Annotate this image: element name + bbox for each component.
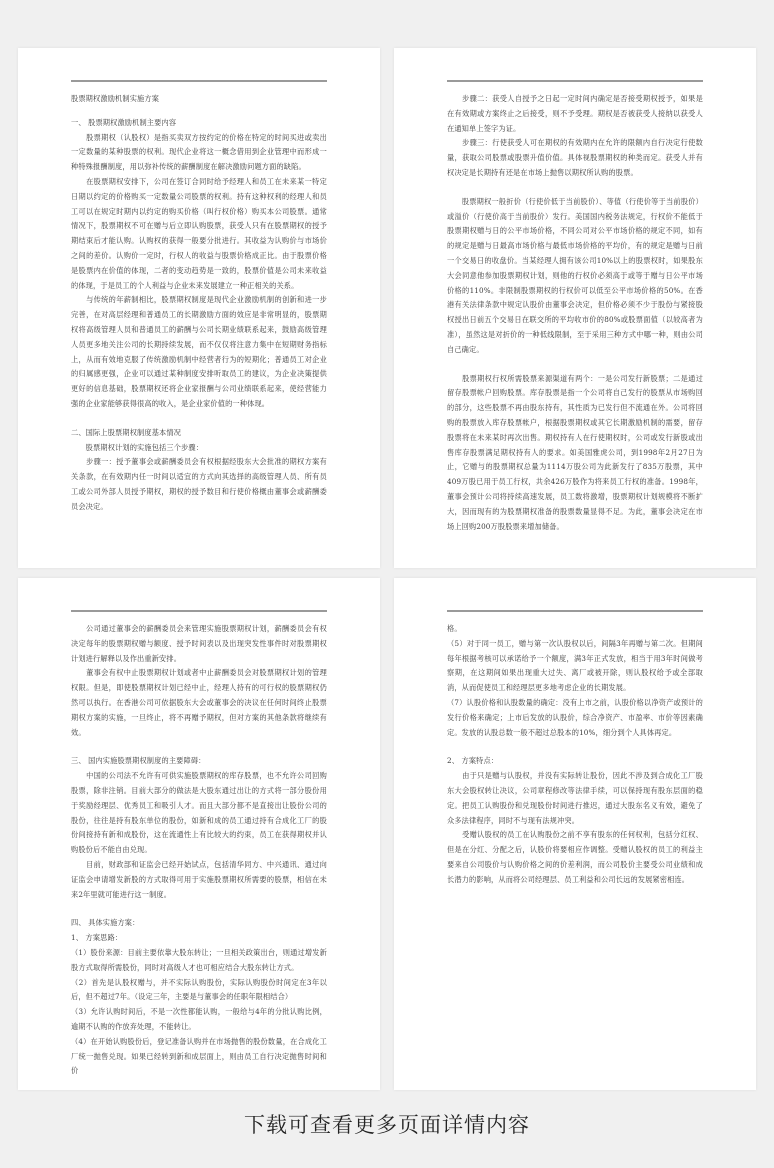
paragraph: 在股票期权安排下，公司在签订合同时给予经理人和员工在未来某一特定日期以约定的价格购买一定数量公司股票的权利。持有这种权利的经理人和员工可以在规定时期内以约定的购买价格（叫行权价格）购买本公司股票。通常情况下，股票期权不可在赠与后立即认购股票，获受人只有在股票期权的授予期结束后才能认购。认购权的获得一般要分批进行。其收益为认购价与市场价之间的差价。认购价一定时，行权人的收益与股票价格成正比。由于股票价格是股票内在价值的体现，二者的变动趋势是一致的，股票价值是公司未来收益的体现，于是员工的个人利益与企业未来发展建立一种正相关的关系。 — [71, 176, 327, 290]
paragraph: 股票期权（认股权）是指买卖双方按约定的价格在特定的时间买进或卖出一定数量的某种股票的权利。现代企业将这一概念借用到企业管理中而形成一种特殊报酬制度，用以弥补传统的薪酬制度在解决激励问题方面的缺陷。 — [71, 132, 327, 172]
page-body — [447, 92, 703, 560]
list-item: （7）认股价格和认股数量的确定：没有上市之前，认股价格以净资产或预计的发行价格来确定；上市后发放的认股价，综合净资产、市盈率、市价等因素确定。发放的认股总数一般不超过总股本的10%，细分到个人具体再定。 — [447, 697, 703, 737]
header-rule — [447, 80, 703, 82]
paragraph: 受赠认股权的员工在认购股份之前不享有股东的任何权利，包括分红权、但是在分红、分配之后，认股价将要相应作调整。受赠认股权的员工的利益主要来自公司股价与认购价格之间的价差利润，而公司股价主要受公司业绩和成长潜力的影响，从而将公司经理层、员工利益和公司长远的发展紧密相连。 — [447, 830, 703, 884]
paragraph: 由于只是赠与认股权，并没有实际转让股份，因此不涉及到合成化工厂股东大会股权转让决议，公司章程修改等法律手续，可以保持现有股东层面的稳定。把员工认购股份和兑现股份时间进行推迟，通过大股东名义有效，避免了众多法律程序，同时不与现有法规冲突。 — [447, 771, 703, 825]
header-rule — [447, 610, 703, 612]
list-item: （3）允许认购时间后，不是一次性都能认购，一般给与4年的分批认购比例，逾期不认购的作放弃处理，不能转让。 — [71, 1007, 327, 1031]
document-page-3 — [18, 578, 380, 1090]
paragraph: 公司通过董事会的薪酬委员会来管理实施股票期权计划，薪酬委员会有权决定每年的股票期权赠与额度、授予时间表以及出现突发性事件时对股票期权计划进行解释以及作出重新安排。 — [71, 624, 327, 663]
list-item: （2）首先是认股权赠与，并不实际认购股份，实际认购股份时间定在3年以后，但不超过7年。（设定三年，主要是与董事会的任职年限相结合） — [71, 977, 327, 1002]
paragraph: 中国的公司法不允许有可供实施股票期权的库存股票，也不允许公司回购股票，除非注销。目前大部分的做法是大股东通过出让的方式将一部分股份用于奖励经理层、优秀员工和吸引人才。而且大部分都不是直接出让股份公司的股份，往往是持有股东单位的股份，如新和成的员工通过持有合成化工厂的股份间接持有新和成股份，这在流通性上有比较大的约束，员工在获得期权并认购股份后不能自由兑现。 — [71, 771, 327, 855]
header-rule — [71, 80, 327, 82]
page-body — [71, 622, 327, 1082]
doc-title: 股票期权激励机制实施方案 — [71, 94, 160, 103]
paragraph: 股票期权计划的实施包括三个步骤： — [71, 442, 204, 452]
document-page-4 — [394, 578, 756, 1090]
section-heading: 一、 股票期权激励机制主要内容 — [71, 117, 177, 127]
paragraph: 步骤二：获受人自授予之日起一定时间内确定是否接受期权授予，如果是在有效期或方案终止之后接受，则不予受理。期权是否被获受人接纳以获受人在通知单上签字为证。 — [447, 94, 703, 133]
page-body — [71, 92, 327, 560]
paragraph: 与传统的年薪制相比，股票期权制度是现代企业激励机制的创新和进一步完善，在对高层经理和普通员工的长期激励方面的效应是非常明显的，股票期权将高级管理人员和普通员工的薪酬与公司长期业绩联系起来，鼓励高级管理人员更多地关注公司的长期持续发展，而不仅仅将注意力集中在短期财务指标上，从而有效地克服了传统激励机制中经营者行为的短期化；普通员工对企业的归属感更强，企业可以通过某种制度安排听取员工的建议，为企业决策提供更好的信息基础，股票期权还将企业家报酬与公司业绩联系起来，使经营能力强的企业家能够获得很高的收入，是企业家价值的一种体现。 — [71, 295, 327, 408]
download-more-caption[interactable]: 下载可查看更多页面详情内容 — [244, 1113, 530, 1137]
list-item: （1）股份来源：目前主要依靠大股东转让；一旦相关政策出台，则通过增发新股方式取得所需股份，同时对高级人才也可相应结合大股东转让方式。 — [71, 947, 327, 972]
paragraph: 董事会有权中止股票期权计划或者中止薪酬委员会对股票期权计划的管理权限。但是，即使股票期权计划已经中止，经理人持有的可行权的股票期权仍然可以执行。在香港公司可依据股东大会或董事会的决议在任何时间终止股票期权方案的实施，一旦终止，将不再赠予期权，但对方案的其他条款将继续有效。 — [71, 668, 327, 737]
paragraph: 股票期权行权所需股票来源渠道有两个：一是公司发行新股票；二是通过留存股票帐户回购股票。库存股票是指一个公司将自己发行的股票从市场购回的部分，这些股票不再由股东持有，其性质为已发行但不流通在外。公司将回购的股票放入库存股票帐户，根据股票期权或其它长期激励机制的需要，留存股票将在未来某时再次出售。期权持有人在行使期权时，公司或发行新股或出售库存股票满足期权持有人的要求。如美国雅虎公司，到1998年2月27日为止，它赠与的股票期权总量为1114万股公司为此新发行了835万股票，其中409万股已用于员工行权，共余426万股作为将来员工行权的准备。1998年，董事会预计公司将持续高速发展，员工数将激增，股票期权计划规模将不断扩大，因而现有的为股票期权准备的股票数量显得不足。为此，董事会决定在市场上回购200万股股票来增加储备。 — [447, 373, 703, 531]
subheading: 1、 方案思路： — [71, 933, 123, 943]
paragraph: 格。 — [447, 624, 462, 633]
list-item: （4）在开始认购股份后，登记准备认购并在市场抛售的股份数量，在合成化工厂统一抛售兑现。如果已经转到新和成层面上，则由员工自行决定抛售时间和价 — [71, 1036, 327, 1076]
paragraph: 步骤一：授予董事会或薪酬委员会有权根据经股东大会批准的期权方案有关条款，在有效期内任一时间以适宜的方式向其选择的高级管理人员、所有员工或公司外部人员授予期权，期权的授予数目和行使价格概由董事会或薪酬委员会决定。 — [71, 457, 327, 511]
section-heading: 二、国际上股票期权制度基本情况 — [71, 427, 182, 437]
section-heading: 三、 国内实施股票期权制度的主要障碍： — [71, 756, 206, 766]
page-body — [447, 622, 703, 1082]
header-rule — [71, 610, 327, 612]
list-item: （5）对于同一员工，赠与第一次认股权以后，间隔3年再赠与第二次。但期间每年根据考核可以承诺给予一个额度，满3年正式发放，相当于用3年时间做考察期，在这期间如果出现重大过失、离厂或被开除，则认股权给予或全部取消，从而促使员工和经理层更多地考虑企业的长期发展。 — [447, 638, 703, 693]
subheading: 2、 方案特点： — [447, 756, 499, 766]
paragraph: 步骤三：行使获受人可在期权的有效期内在允许的限额内自行决定行使数量，获取公司股票或股票升值价值。具体视股票期权的种类而定。获受人并有权决定是长期持有还是在市场上抛售以期权所认购的股票。 — [447, 138, 703, 177]
document-page-1 — [18, 48, 380, 568]
paragraph: 目前，财政部和证监会已经开始试点，包括清华同方、中兴通讯、通过向证监会申请增发新股的方式取得可用于实施股票期权所需要的股票，相信在未来2年里就可能进行这一制度。 — [71, 859, 327, 899]
section-heading: 四、 具体实施方案： — [71, 918, 140, 928]
paragraph: 股票期权一般折价（行使价低于当前股价）、等值（行使价等于当前股价）或溢价（行使价高于当前股价）发行。美国国内税务法规定，行权价不能低于股票期权赠与日的公平市场价格，不同公司对公平市场价格的规定不同，如有的规定是赠与日最高市场价格与最低市场价格的平均价，有的规定是赠与日前一个交易日的收盘价。当某经理人拥有该公司10%以上的股票权时，如果股东大会同意他参加股票期权计划，则他的行权价必须高于或等于赠与日公平市场价格的110%。非限制股票期权的行权价可以低至公平市场价格的50%。在香港有关法律条款中规定认股价由董事会决定，但价格必须不少于股份与紧接股权授出日前五个交易日在联交所的平均收市价的80%或股票面值（以较高者为准），虽然这是对折价的一种低线限制，至于采用三种方式中哪一种，则由公司自己确定。 — [447, 196, 703, 354]
document-page-2 — [394, 48, 756, 568]
